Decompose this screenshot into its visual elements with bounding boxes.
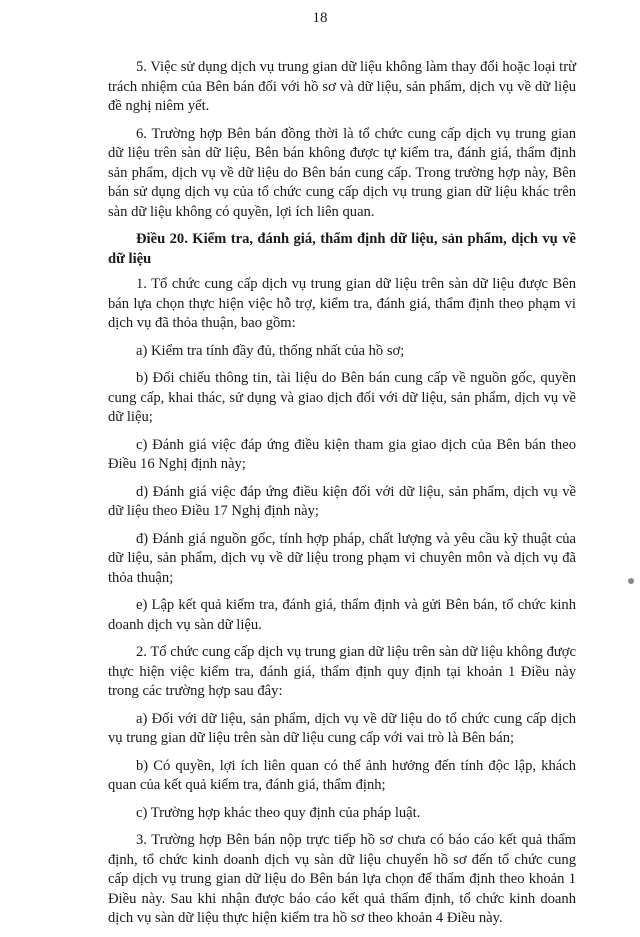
list-item-dd: đ) Đánh giá nguồn gốc, tính hợp pháp, chất lượng và yêu cầu kỹ thuật của dữ liệu, sản phẩm, dịch vụ về dữ liệu trong phạm vi chuyên môn và dịch vụ đã thỏa thuận; [108,530,576,586]
article-20-heading: Điều 20. Kiểm tra, đánh giá, thẩm định dữ liệu, sản phẩm, dịch vụ về dữ liệu [108,231,576,267]
paragraph-clause-6: 6. Trường hợp Bên bán đồng thời là tổ chức cung cấp dịch vụ trung gian dữ liệu trên sàn dữ liệu, Bên bán không được tự kiểm tra, đánh giá, thẩm định sản phẩm, dịch vụ về dữ liệu do Bên bán cung cấp. Trong trường hợp này, Bên bán sử dụng dịch vụ của tổ chức cung cấp dịch vụ trung gian dữ liệu khác trên sàn dữ liệu không có quyền, lợi ích liên quan. [108,125,576,220]
list-item-a: a) Kiểm tra tính đầy đủ, thống nhất của hồ sơ; [136,342,405,359]
list-item-c: c) Trường hợp khác theo quy định của pháp luật. [136,804,421,821]
paragraph-clause-5: 5. Việc sử dụng dịch vụ trung gian dữ liệu không làm thay đổi hoặc loại trừ trách nhiệm của Bên bán đối với hồ sơ và dữ liệu, sản phẩm, dịch vụ về dữ liệu đề nghị niêm yết. [108,59,576,114]
page-number: 18 [312,10,328,26]
list-item-e: e) Lập kết quả kiểm tra, đánh giá, thẩm định và gửi Bên bán, tổ chức kinh doanh dịch vụ sàn dữ liệu. [108,597,576,633]
document-body [108,58,576,937]
list-item-a: a) Đối với dữ liệu, sản phẩm, dịch vụ về dữ liệu do tổ chức cung cấp dịch vụ trung gian dữ liệu trên sàn dữ liệu cung cấp với vai trò là Bên bán; [108,710,576,746]
list-item-d: d) Đánh giá việc đáp ứng điều kiện đối với dữ liệu, sản phẩm, dịch vụ về dữ liệu theo Điều 17 Nghị định này; [108,483,576,519]
scan-mark [628,578,634,584]
list-item-b: b) Đối chiếu thông tin, tài liệu do Bên bán cung cấp về nguồn gốc, quyền cung cấp, khai thác, sử dụng và giao dịch đối với dữ liệu, sản phẩm, dịch vụ về dữ liệu; [108,370,576,425]
paragraph-article-20-clause-1: 1. Tổ chức cung cấp dịch vụ trung gian dữ liệu trên sàn dữ liệu được Bên bán lựa chọn thực hiện việc hỗ trợ, kiểm tra, đánh giá, thẩm định theo phạm vi dịch vụ đã thỏa thuận, bao gồm: [108,276,576,331]
list-item-b: b) Có quyền, lợi ích liên quan có thể ảnh hưởng đến tính độc lập, khách quan của kết quả kiểm tra, đánh giá, thẩm định; [108,757,576,793]
paragraph-article-20-clause-2: 2. Tổ chức cung cấp dịch vụ trung gian dữ liệu trên sàn dữ liệu không được thực hiện việc kiểm tra, đánh giá, thẩm định quy định tại khoản 1 Điều này trong các trường hợp sau đây: [108,644,576,699]
list-item-c: c) Đánh giá việc đáp ứng điều kiện tham gia giao dịch của Bên bán theo Điều 16 Nghị định này; [108,436,576,472]
paragraph-article-20-clause-3: 3. Trường hợp Bên bán nộp trực tiếp hồ sơ chưa có báo cáo kết quả thẩm định, tổ chức kinh doanh dịch vụ sàn dữ liệu chuyển hồ sơ đến tổ chức cung cấp dịch vụ trung gian dữ liệu do Bên bán lựa chọn để thẩm định theo khoản 1 Điều này. Sau khi nhận được báo cáo kết quả thẩm định, tổ chức kinh doanh dịch vụ sàn dữ liệu thực hiện kiểm tra hồ sơ theo khoản 4 Điều này. [108,832,576,926]
